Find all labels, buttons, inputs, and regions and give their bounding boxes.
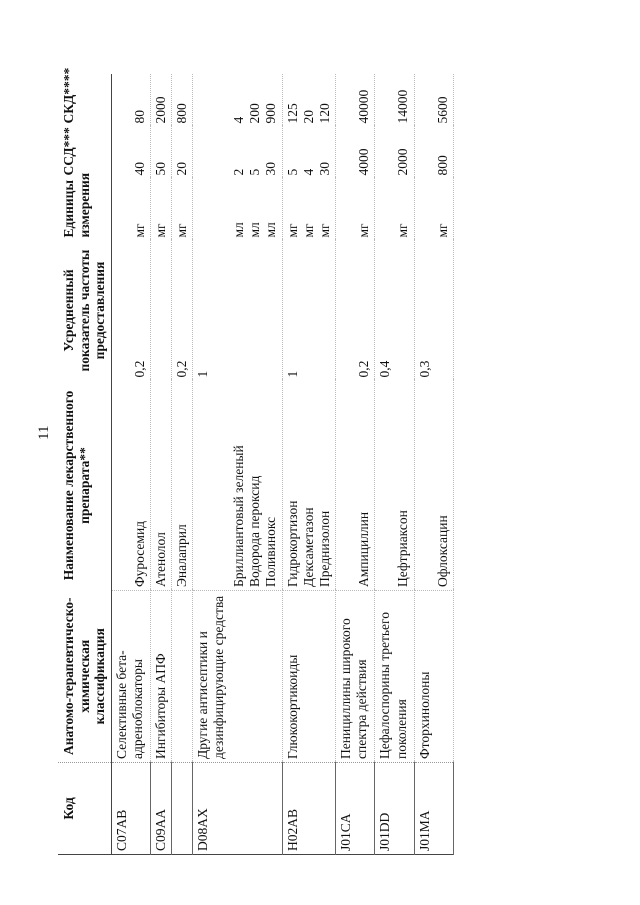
skd-value: 20 [300,110,316,124]
table-row [375,75,414,855]
ssd-value: 30 [317,162,333,176]
header-code: Код [58,763,111,855]
unit-value: мг [356,223,372,238]
unit-value: мл [263,222,279,238]
row-code: C07AB [111,763,150,855]
unit-value: мг [317,223,333,238]
row-ssd [193,127,283,179]
row-code: D08AX [193,763,283,855]
row-atc [171,591,192,763]
drug-name: Дексаметазон [300,507,316,587]
row-ssd [375,127,414,179]
drug-name: Офлоксацин [434,515,450,587]
drug-name: Цефтриаксон [395,510,411,587]
row-frequency [414,241,453,381]
skd-value: 800 [173,103,189,124]
frequency-value: 0,4 [377,360,393,378]
row-unit [414,179,453,241]
skd-value: 200 [247,103,263,124]
skd-value: 125 [284,103,300,124]
row-unit [282,179,336,241]
row-drug [111,381,150,591]
drug-name: Поливинокс [263,516,279,587]
table-row [193,75,283,855]
row-ssd [282,127,336,179]
ssd-value: 5 [247,168,263,176]
row-skd [282,75,336,127]
row-unit [193,179,283,241]
row-atc: Цефалоспорины третьего поколения [375,591,414,763]
row-frequency [150,241,171,381]
row-drug [282,381,336,591]
row-drug [171,381,192,591]
row-unit [111,179,150,241]
drug-name: Фуросемид [131,520,147,587]
unit-value: мг [300,223,316,238]
ssd-value: 5 [284,168,300,176]
table-header-row [58,75,111,855]
row-ssd [171,127,192,179]
row-atc: Глюкокортикоиды [282,591,336,763]
page-number: 11 [36,425,52,440]
row-frequency [171,241,192,381]
ssd-value: 2 [231,168,247,176]
row-unit [375,179,414,241]
skd-value: 5600 [434,96,450,124]
unit-value: мл [247,222,263,238]
drug-name: Гидрокортизон [284,500,300,587]
row-skd [375,75,414,127]
row-skd [171,75,192,127]
drug-name: Водорода пероксид [247,475,263,587]
row-unit [150,179,171,241]
row-skd [193,75,283,127]
row-drug [193,381,283,591]
skd-value: 14000 [395,89,411,124]
row-ssd [336,127,375,179]
row-drug [375,381,414,591]
row-ssd [150,127,171,179]
drug-name: Преднизолон [317,510,333,587]
skd-value: 900 [263,103,279,124]
table-row [282,75,336,855]
table-row [336,75,375,855]
drug-name: Ампициллин [356,511,372,587]
row-code: J01CA [336,763,375,855]
row-code [171,763,192,855]
table-row [111,75,150,855]
frequency-value: 0,2 [356,360,372,378]
ssd-value: 20 [173,162,189,176]
frequency-value: 0,2 [131,360,147,378]
unit-value: мг [434,223,450,238]
header-units: Единицы измерения [58,179,111,241]
table-row [171,75,192,855]
skd-value: 40000 [356,89,372,124]
unit-value: мг [284,223,300,238]
ssd-value: 30 [263,162,279,176]
row-frequency [375,241,414,381]
row-drug [336,381,375,591]
ssd-value: 40 [131,162,147,176]
unit-value: мг [395,223,411,238]
frequency-value: 1 [284,370,300,378]
row-atc: Ингибиторы АПФ [150,591,171,763]
rotated-table-container [58,67,588,855]
drug-name: Атенолол [152,532,168,587]
row-code: J01DD [375,763,414,855]
unit-value: мг [173,223,189,238]
table-row [414,75,453,855]
row-atc: Селективные бета-адреноблокаторы [111,591,150,763]
unit-value: мл [231,222,247,238]
ssd-value: 4000 [356,148,372,176]
row-ssd [111,127,150,179]
row-frequency [336,241,375,381]
row-skd [150,75,171,127]
row-unit [171,179,192,241]
row-atc: Фторхинолоны [414,591,453,763]
row-skd [336,75,375,127]
row-unit [336,179,375,241]
unit-value: мг [152,223,168,238]
frequency-value: 1 [195,370,211,378]
skd-value: 80 [131,110,147,124]
unit-value: мг [131,223,147,238]
row-ssd [414,127,453,179]
header-ssd: ССД*** [58,127,111,179]
row-drug [150,381,171,591]
ssd-value: 4 [300,168,316,176]
drug-name: Бриллиантовый зеленый [231,445,247,587]
row-code: H02AB [282,763,336,855]
skd-value: 2000 [152,96,168,124]
row-frequency [193,241,283,381]
table-row [150,75,171,855]
row-skd [414,75,453,127]
header-drug: Наименование лекарственного препарата** [58,381,111,591]
row-frequency [111,241,150,381]
header-frequency: Усредненный показатель частоты предоставления [58,241,111,381]
header-atc: Анатомо-терапевтическо-химическая классификация [58,591,111,763]
skd-value: 4 [231,116,247,124]
ssd-value: 50 [152,162,168,176]
row-atc: Пенициллины широкого спектра действия [336,591,375,763]
frequency-value: 0,2 [173,360,189,378]
header-skd: СКД**** [58,75,111,127]
row-code: C09AA [150,763,171,855]
row-skd [111,75,150,127]
row-frequency [282,241,336,381]
drug-table [58,67,454,856]
drug-name: Эналаприл [173,524,189,587]
row-atc: Другие антисептики и дезинфицирующие средства [193,591,283,763]
skd-value: 120 [317,103,333,124]
row-code: J01MA [414,763,453,855]
frequency-value: 0,3 [416,360,432,378]
row-drug [414,381,453,591]
ssd-value: 2000 [395,148,411,176]
ssd-value: 800 [434,155,450,176]
